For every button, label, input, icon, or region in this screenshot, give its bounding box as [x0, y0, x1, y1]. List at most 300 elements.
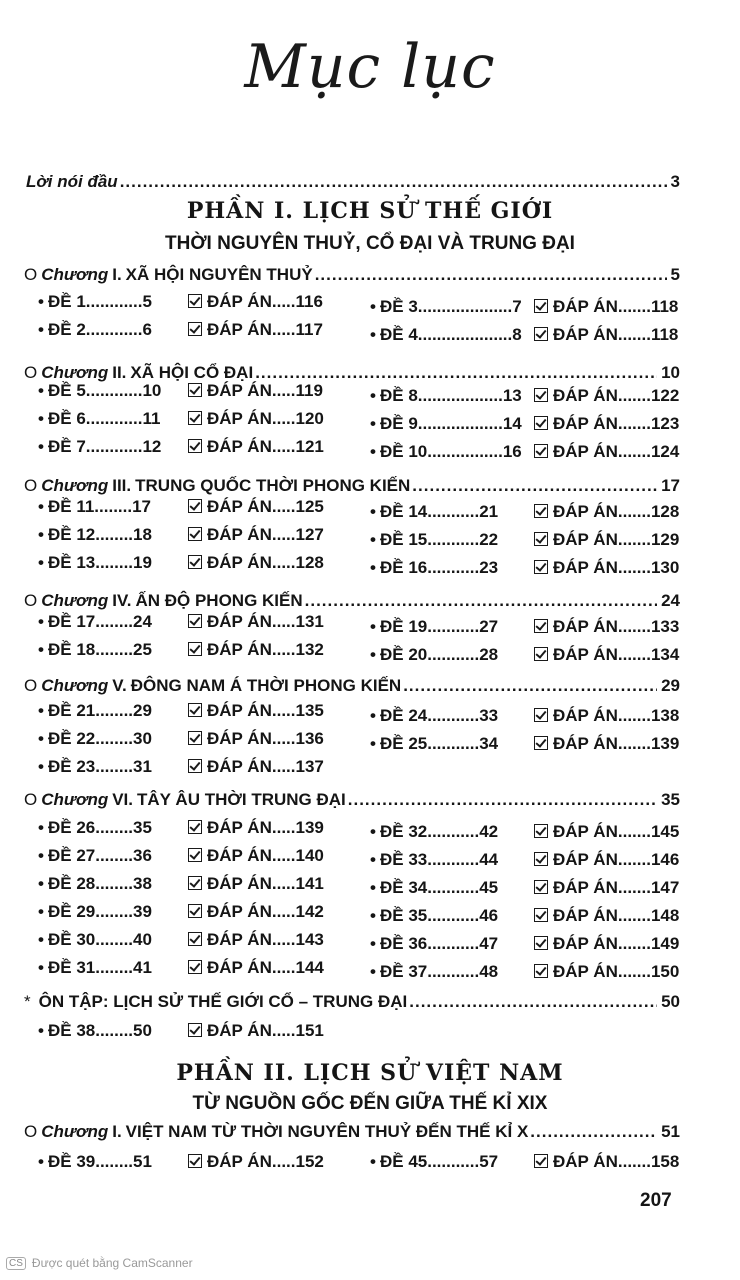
exam-number: 27	[76, 846, 96, 865]
checkbox-icon	[534, 504, 548, 518]
review-title: ÔN TẬP: LỊCH SỬ THẾ GIỚI CỔ – TRUNG ĐẠI	[38, 992, 408, 1011]
answer-entry	[534, 558, 679, 578]
exam-number: 34	[408, 878, 428, 897]
chapter-num: I.	[112, 1122, 122, 1141]
chapter-page: 24	[661, 591, 680, 610]
dot-leader: ........	[95, 958, 134, 977]
chapter-num: II.	[112, 363, 127, 382]
chapter-num: VI.	[112, 790, 134, 809]
bullet-icon: •	[370, 530, 376, 549]
exam-entry	[370, 617, 498, 637]
answer-label: ĐÁP ÁN	[207, 437, 272, 456]
exam-page: 40	[133, 930, 152, 949]
chapter-title: TRUNG QUỐC THỜI PHONG KIẾN	[135, 476, 411, 495]
dot-leader: .....	[271, 701, 296, 720]
answer-label: ĐÁP ÁN	[553, 386, 618, 405]
exam-label: ĐỀ	[47, 958, 72, 977]
dot-leader: .......	[617, 645, 651, 664]
exam-number: 12	[76, 525, 96, 544]
answer-entry	[534, 906, 679, 926]
exam-entry	[370, 1152, 498, 1172]
answer-entry	[534, 617, 679, 637]
dot-leader: ....................	[417, 325, 513, 344]
dot-leader: ................	[427, 442, 503, 461]
dot-leader: .......	[617, 850, 651, 869]
dot-leader: ...........	[427, 906, 480, 925]
exam-number: 28	[76, 874, 96, 893]
checkbox-icon	[188, 322, 202, 336]
exam-entry	[38, 818, 152, 838]
answer-page: 140	[295, 846, 324, 865]
answer-entry	[534, 414, 679, 434]
bullet-icon: •	[38, 729, 44, 748]
exam-page: 12	[142, 437, 162, 456]
chapter-page: 5	[670, 265, 680, 284]
exam-number: 25	[408, 734, 428, 753]
dot-leader	[530, 1122, 657, 1142]
answer-label: ĐÁP ÁN	[553, 502, 618, 521]
exam-label: ĐỀ	[379, 442, 404, 461]
checkbox-icon	[534, 1154, 548, 1168]
exam-number: 3	[408, 297, 418, 316]
answer-entry	[188, 525, 324, 545]
exam-label: ĐỀ	[379, 645, 404, 664]
answer-page: 117	[295, 320, 323, 339]
exam-page: 18	[133, 525, 152, 544]
checkbox-icon	[534, 444, 548, 458]
chapter-page: 17	[661, 476, 680, 495]
answer-label: ĐÁP ÁN	[553, 297, 618, 316]
exam-label: ĐỀ	[47, 553, 72, 572]
answer-page: 130	[650, 558, 680, 577]
dot-leader: .....	[271, 818, 296, 837]
answer-entry	[188, 818, 324, 838]
exam-number: 4	[408, 325, 418, 344]
exam-entry	[38, 958, 152, 978]
checkbox-icon	[188, 555, 202, 569]
exam-entry	[370, 502, 498, 522]
bullet-icon: •	[370, 822, 376, 841]
exam-label: ĐỀ	[379, 502, 404, 521]
exam-entry	[370, 442, 522, 462]
exam-page: 13	[502, 386, 522, 405]
answer-entry	[188, 553, 324, 573]
exam-label: ĐỀ	[379, 1152, 404, 1171]
dot-leader	[348, 790, 657, 810]
answer-entry	[188, 874, 324, 894]
bullet-icon: •	[370, 734, 376, 753]
dot-leader: ........	[95, 902, 134, 921]
exam-label: ĐỀ	[47, 874, 72, 893]
dot-leader: ...........	[427, 530, 480, 549]
checkbox-icon	[188, 820, 202, 834]
chapter-page: 29	[661, 676, 680, 695]
dot-leader: ........	[95, 701, 134, 720]
dot-leader: ...........	[427, 850, 480, 869]
exam-number: 13	[76, 553, 96, 572]
chapter-page: 51	[661, 1122, 680, 1141]
chapter-title: ẤN ĐỘ PHONG KIẾN	[135, 591, 303, 610]
circle-marker: O	[24, 265, 38, 284]
dot-leader: .....	[271, 1152, 296, 1171]
exam-label: ĐỀ	[379, 822, 404, 841]
exam-page: 44	[479, 850, 499, 869]
answer-entry	[188, 1021, 324, 1041]
answer-entry	[534, 850, 679, 870]
exam-number: 9	[408, 414, 418, 433]
answer-label: ĐÁP ÁN	[207, 729, 272, 748]
answer-label: ĐÁP ÁN	[553, 962, 618, 981]
exam-number: 5	[76, 381, 86, 400]
bullet-icon: •	[38, 409, 44, 428]
exam-page: 6	[142, 320, 152, 339]
exam-entry	[370, 558, 498, 578]
chapter-1	[24, 265, 680, 285]
circle-marker: O	[24, 1122, 38, 1141]
exam-page: 35	[133, 818, 152, 837]
dot-leader	[305, 591, 657, 611]
dot-leader: .....	[271, 292, 296, 311]
dot-leader: .....	[271, 958, 296, 977]
exam-label: ĐỀ	[379, 934, 404, 953]
answer-entry	[188, 902, 324, 922]
dot-leader: ........	[94, 497, 133, 516]
exam-number: 35	[408, 906, 428, 925]
exam-page: 42	[479, 822, 499, 841]
bullet-icon: •	[370, 706, 376, 725]
circle-marker: O	[24, 790, 38, 809]
answer-page: 119	[295, 381, 323, 400]
checkbox-icon	[188, 1023, 202, 1037]
answer-label: ĐÁP ÁN	[207, 902, 272, 921]
exam-entry	[38, 497, 151, 517]
answer-page: 139	[650, 734, 680, 753]
bullet-icon: •	[38, 958, 44, 977]
answer-entry	[534, 386, 679, 406]
exam-label: ĐỀ	[47, 612, 72, 631]
answer-page: 139	[295, 818, 324, 837]
exam-entry	[38, 874, 152, 894]
exam-page: 28	[479, 645, 499, 664]
dot-leader: ........	[95, 553, 134, 572]
answer-label: ĐÁP ÁN	[207, 818, 272, 837]
dot-leader	[412, 476, 657, 496]
exam-number: 18	[76, 640, 96, 659]
answer-entry	[188, 729, 324, 749]
exam-page: 14	[502, 414, 522, 433]
exam-label: ĐỀ	[47, 729, 72, 748]
dot-leader: ....................	[417, 297, 513, 316]
exam-number: 45	[408, 1152, 428, 1171]
dot-leader: ............	[85, 381, 143, 400]
chapter-label: Chương	[41, 676, 109, 695]
answer-page: 121	[295, 437, 324, 456]
exam-label: ĐỀ	[47, 930, 72, 949]
answer-page: 128	[650, 502, 680, 521]
bullet-icon: •	[38, 1152, 44, 1171]
dot-leader: .......	[617, 822, 651, 841]
dot-leader: ...........	[427, 934, 480, 953]
exam-label: ĐỀ	[47, 757, 72, 776]
exam-number: 16	[408, 558, 428, 577]
answer-entry	[188, 320, 323, 340]
exam-label: ĐỀ	[47, 409, 72, 428]
answer-page: 134	[650, 645, 680, 664]
answer-page: 124	[650, 442, 680, 461]
checkbox-icon	[534, 619, 548, 633]
answer-page: 150	[650, 962, 680, 981]
dot-leader	[315, 265, 667, 285]
answer-entry	[188, 1152, 324, 1172]
answer-entry	[188, 292, 323, 312]
exam-entry	[370, 645, 498, 665]
circle-marker: O	[24, 676, 38, 695]
answer-label: ĐÁP ÁN	[553, 558, 618, 577]
exam-entry	[370, 850, 498, 870]
dot-leader: ...........	[427, 962, 480, 981]
star-marker: *	[24, 992, 31, 1011]
answer-page: 118	[650, 325, 679, 344]
bullet-icon: •	[370, 442, 376, 461]
exam-label: ĐỀ	[379, 297, 404, 316]
checkbox-icon	[534, 299, 548, 313]
dot-leader: ........	[95, 930, 134, 949]
checkbox-icon	[188, 383, 202, 397]
dot-leader: ............	[85, 437, 143, 456]
preface-page: 3	[670, 172, 680, 191]
bullet-icon: •	[370, 617, 376, 636]
dot-leader: ........	[95, 1152, 134, 1171]
exam-number: 33	[408, 850, 428, 869]
scanner-text: Được quét bằng CamScanner	[31, 1256, 193, 1270]
answer-page: 149	[650, 934, 680, 953]
dot-leader: .......	[617, 442, 651, 461]
exam-page: 39	[133, 902, 152, 921]
dot-leader: .....	[271, 437, 296, 456]
dot-leader: .......	[617, 558, 651, 577]
chapter-title: TÂY ÂU THỜI TRUNG ĐẠI	[137, 790, 346, 809]
exam-entry	[370, 734, 498, 754]
exam-label: ĐỀ	[379, 734, 404, 753]
exam-entry	[38, 292, 152, 312]
answer-page: 142	[295, 902, 324, 921]
dot-leader: .......	[617, 325, 651, 344]
answer-entry	[534, 645, 679, 665]
answer-page: 123	[650, 414, 680, 433]
checkbox-icon	[188, 932, 202, 946]
bullet-icon: •	[38, 757, 44, 776]
chapter-num: V.	[112, 676, 127, 695]
chapter-title: XÃ HỘI NGUYÊN THUỶ	[125, 265, 313, 284]
answer-entry	[534, 878, 679, 898]
bullet-icon: •	[38, 553, 44, 572]
exam-page: 41	[133, 958, 152, 977]
answer-entry	[188, 701, 324, 721]
exam-page: 38	[133, 874, 152, 893]
chapter-page: 10	[661, 363, 680, 382]
exam-label: ĐỀ	[47, 292, 72, 311]
exam-number: 36	[408, 934, 428, 953]
chapter-num: I.	[112, 265, 122, 284]
part2-subtitle: TỪ NGUỒN GỐC ĐẾN GIỮA THẾ KỈ XIX	[192, 1093, 548, 1114]
exam-page: 8	[512, 325, 522, 344]
exam-page: 25	[133, 640, 152, 659]
answer-page: 144	[295, 958, 324, 977]
answer-entry	[188, 497, 324, 517]
dot-leader: ........	[95, 525, 134, 544]
exam-entry	[38, 409, 160, 429]
dot-leader: ...........	[427, 617, 480, 636]
answer-page: 129	[650, 530, 680, 549]
bullet-icon: •	[38, 874, 44, 893]
answer-label: ĐÁP ÁN	[553, 734, 618, 753]
bullet-icon: •	[370, 878, 376, 897]
checkbox-icon	[534, 852, 548, 866]
checkbox-icon	[534, 824, 548, 838]
scanner-footer	[6, 1256, 193, 1270]
exam-page: 46	[479, 906, 499, 925]
exam-entry	[370, 297, 522, 317]
dot-leader: .....	[271, 1021, 296, 1040]
checkbox-icon	[188, 904, 202, 918]
answer-entry	[534, 822, 679, 842]
answer-page: 158	[650, 1152, 680, 1171]
dot-leader: ........	[95, 846, 134, 865]
exam-number: 2	[76, 320, 86, 339]
exam-entry	[38, 640, 152, 660]
dot-leader: ...........	[427, 706, 480, 725]
answer-entry	[188, 409, 324, 429]
dot-leader: .....	[271, 497, 296, 516]
checkbox-icon	[534, 388, 548, 402]
exam-page: 48	[479, 962, 499, 981]
bullet-icon: •	[38, 902, 44, 921]
bullet-icon: •	[370, 386, 376, 405]
exam-page: 36	[133, 846, 152, 865]
exam-page: 34	[479, 734, 499, 753]
answer-label: ĐÁP ÁN	[553, 706, 618, 725]
checkbox-icon	[188, 527, 202, 541]
answer-label: ĐÁP ÁN	[207, 958, 272, 977]
exam-label: ĐỀ	[47, 497, 72, 516]
answer-label: ĐÁP ÁN	[553, 645, 618, 664]
dot-leader: .....	[271, 381, 296, 400]
exam-page: 51	[133, 1152, 152, 1171]
dot-leader: .....	[271, 729, 296, 748]
bullet-icon: •	[38, 320, 44, 339]
checkbox-icon	[188, 759, 202, 773]
exam-entry	[370, 934, 498, 954]
bullet-icon: •	[38, 525, 44, 544]
checkbox-icon	[188, 411, 202, 425]
bullet-icon: •	[370, 414, 376, 433]
checkbox-icon	[534, 708, 548, 722]
exam-entry	[38, 612, 152, 632]
chapter-title: ĐÔNG NAM Á THỜI PHONG KIẾN	[130, 676, 402, 695]
circle-marker: O	[24, 591, 38, 610]
dot-leader: .....	[271, 409, 296, 428]
dot-leader: ............	[85, 320, 143, 339]
answer-label: ĐÁP ÁN	[207, 701, 272, 720]
exam-page: 7	[512, 297, 522, 316]
exam-number: 31	[76, 958, 96, 977]
answer-label: ĐÁP ÁN	[207, 1021, 272, 1040]
dot-leader: ........	[95, 818, 134, 837]
exam-page: 47	[479, 934, 499, 953]
exam-number: 30	[76, 930, 96, 949]
answer-label: ĐÁP ÁN	[207, 874, 272, 893]
bullet-icon: •	[38, 292, 44, 311]
chapter-page: 35	[661, 790, 680, 809]
circle-marker: O	[24, 476, 38, 495]
answer-entry	[188, 381, 323, 401]
exam-number: 22	[76, 729, 96, 748]
answer-label: ĐÁP ÁN	[553, 325, 618, 344]
exam-page: 19	[133, 553, 152, 572]
bullet-icon: •	[370, 1152, 376, 1171]
exam-label: ĐỀ	[379, 617, 404, 636]
checkbox-icon	[188, 848, 202, 862]
checkbox-icon	[534, 936, 548, 950]
dot-leader: .....	[271, 757, 296, 776]
exam-page: 27	[479, 617, 499, 636]
bullet-icon: •	[370, 645, 376, 664]
exam-entry	[370, 878, 498, 898]
answer-page: 151	[295, 1021, 324, 1040]
checkbox-icon	[188, 642, 202, 656]
answer-label: ĐÁP ÁN	[207, 525, 272, 544]
answer-entry	[534, 706, 679, 726]
exam-page: 11	[142, 409, 161, 428]
checkbox-icon	[188, 439, 202, 453]
bullet-icon: •	[38, 497, 44, 516]
chapter-2	[24, 363, 680, 383]
answer-label: ĐÁP ÁN	[207, 553, 272, 572]
dot-leader	[120, 172, 667, 192]
dot-leader: ............	[85, 409, 143, 428]
answer-entry	[188, 930, 324, 950]
dot-leader: ..................	[417, 414, 503, 433]
exam-number: 24	[408, 706, 428, 725]
bullet-icon: •	[38, 381, 44, 400]
exam-label: ĐỀ	[47, 846, 72, 865]
answer-label: ĐÁP ÁN	[207, 292, 272, 311]
exam-label: ĐỀ	[379, 906, 404, 925]
exam-page: 5	[142, 292, 152, 311]
chapter-label: Chương	[41, 591, 109, 610]
answer-entry	[534, 962, 679, 982]
answer-label: ĐÁP ÁN	[207, 1152, 272, 1171]
dot-leader: ........	[95, 874, 134, 893]
checkbox-icon	[534, 532, 548, 546]
bullet-icon: •	[370, 325, 376, 344]
answer-entry	[188, 640, 324, 660]
exam-label: ĐỀ	[379, 878, 404, 897]
chapter-title: VIỆT NAM TỪ THỜI NGUYÊN THUỶ ĐẾN THẾ KỈ X	[125, 1122, 529, 1141]
exam-page: 29	[133, 701, 152, 720]
bullet-icon: •	[38, 640, 44, 659]
preface-label: Lời nói đầu	[26, 172, 118, 191]
bullet-icon: •	[370, 906, 376, 925]
dot-leader: ........	[95, 640, 134, 659]
exam-label: ĐỀ	[47, 902, 72, 921]
checkbox-icon	[534, 964, 548, 978]
exam-label: ĐỀ	[379, 530, 404, 549]
answer-label: ĐÁP ÁN	[553, 934, 618, 953]
chapter-vn-1	[24, 1122, 680, 1142]
exam-label: ĐỀ	[379, 414, 404, 433]
exam-number: 32	[408, 822, 428, 841]
